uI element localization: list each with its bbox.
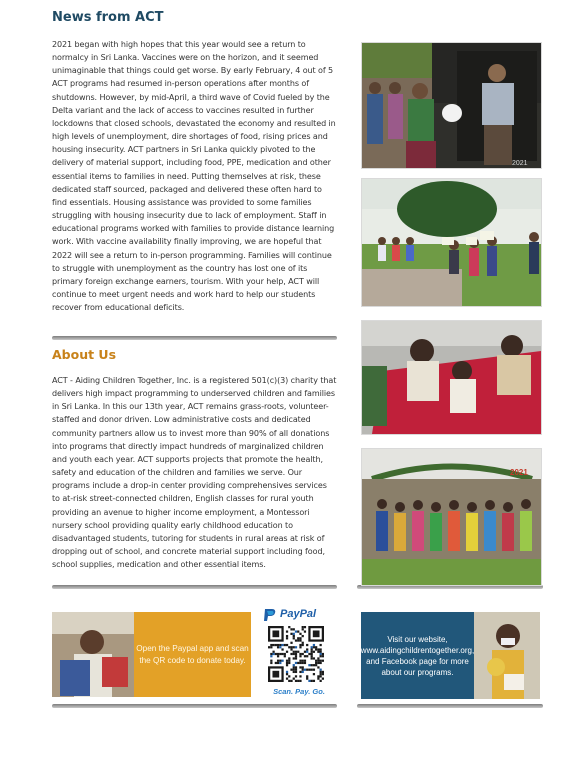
photo-children-mat	[361, 320, 542, 435]
photo-group-2021	[361, 448, 542, 586]
photo-child-mask	[474, 612, 540, 699]
donate-divider	[52, 704, 337, 708]
about-paragraph: ACT - Aiding Children Together, Inc. is a registered 501(c)(3) charity that delivers high impact programming to underserved children and families in Sri Lanka. In this our 13th year, ACT remains grass-roots, volunteer-staffed and donor driven. Low administrative costs and dedicated community partners allow us to invest more than 90% of all donations into programs that directly impact hundreds of marginalized children and youth each year. ACT supports projects that promote the health, safety and education of the children and families we serve. Our programs include a drop-in center providing comprehensives services to at-risk street-connected children, English classes for rural youth providing an avenue to higher income employment, a Montessori nursery school providing quality early childhood education to disadvantaged students, tutoring for students in rural areas at risk of dropping out of school, and concrete material support including food, school supplies, medication and other essential items.	[52, 376, 337, 570]
paypal-tagline: Scan. Pay. Go.	[273, 687, 325, 696]
photo-food-distribution	[361, 42, 542, 169]
news-divider	[52, 336, 337, 340]
paypal-qr-block	[262, 608, 336, 700]
paypal-qr-code[interactable]	[268, 626, 324, 682]
visit-divider	[357, 704, 543, 708]
photo-food-distribution-banner-text: 2021	[512, 160, 528, 167]
paypal-p-icon	[262, 608, 278, 622]
photo-children-signs	[361, 178, 542, 307]
paypal-brand: PayPal	[280, 608, 317, 620]
photo-child-backpack	[52, 612, 134, 697]
news-heading: News from ACT	[52, 10, 164, 25]
about-divider	[52, 585, 337, 589]
about-heading: About Us	[52, 347, 117, 362]
paypal-logo	[262, 608, 336, 622]
news-paragraph: 2021 began with high hopes that this year would see a return to normalcy in Sri Lanka. Vaccines were on the horizon, and it seemed unimaginable that things could get worse. By early February, 4 out of 5 ACT programs had resumed in-person operations after months of shutdowns. However, by mid-April, a third wave of Covid fueled by the Delta variant and the lack of access to vaccines resulted in further lockdowns that closed schools, devastated the economy and resulted in high levels of unemployment, dire shortages of food, rising prices and housing insecurity. ACT partners in Sri Lanka quickly pivoted to the delivery of material support, including food, PPE, medication and other essential items to families in need. Putting themselves at risk, these dedicated staff sourced, packaged and delivered these often hard to find essentials. Housing assistance was provided to some families struggling with housing insecurity due to lack of employment. Staff in educational programs worked with families to provide distance learning work. With vaccine availability finally improving, we are hopeful that 2022 will see a return to in-person programming. Families will continue to struggle with unemployment as the country has lost one of its primary foreign exchange earners, tourism. With your help, ACT will continue to meet urgent needs and work hard to help our students recover from educational deficits.	[52, 40, 336, 313]
donate-callout: Open the Paypal app and scan the QR code to donate today.	[134, 612, 251, 697]
photo-group-banner-text: 2021	[510, 468, 528, 477]
visit-website-callout: Visit our website, www.aidingchildrentogether.org, and Facebook page for more about our programs.	[361, 612, 474, 699]
